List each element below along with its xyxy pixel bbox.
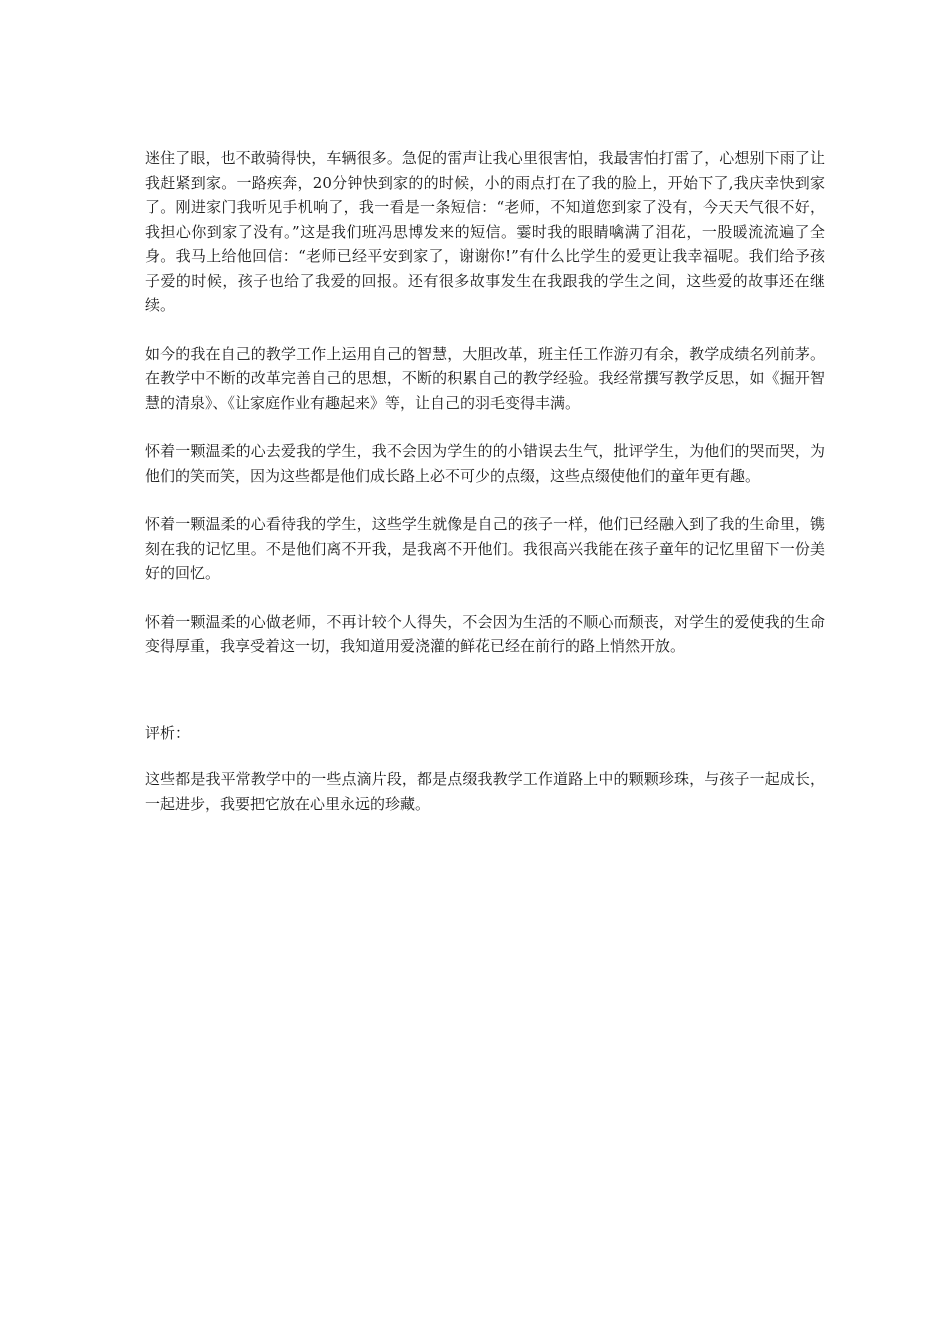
- paragraph-love-students: 怀着一颗温柔的心去爱我的学生，我不会因为学生的的小错误去生气，批评学生，为他们的哭而哭，为他们的笑而笑，因为这些都是他们成长路上必不可少的点缀，这些点缀使他们的童年更有趣。: [145, 442, 825, 485]
- paragraph-be-teacher: 怀着一颗温柔的心做老师，不再计较个人得失，不会因为生活的不顺心而颓丧，对学生的爱使我的生命变得厚重，我享受着这一切，我知道用爱浇灌的鲜花已经在前行的路上悄然开放。: [145, 612, 825, 655]
- analysis-text: 这些都是我平常教学中的一些点滴片段，都是点缀我教学工作道路上中的颗颗珍珠，与孩子一起成长，一起进步，我要把它放在心里永远的珍藏。: [145, 770, 825, 813]
- document-body: [145, 146, 825, 840]
- paragraph-story: 迷住了眼，也不敢骑得快，车辆很多。急促的雷声让我心里很害怕，我最害怕打雷了，心想别下雨了让我赶紧到家。一路疾奔，20分钟快到家的的时候，小的雨点打在了我的脸上，开始下了,我庆幸快到家了。刚进家门我听见手机响了，我一看是一条短信：“老师，不知道您到家了没有，今天天气很不好，我担心你到家了没有。”这是我们班冯思博发来的短信。霎时我的眼睛噙满了泪花，一股暖流流遍了全身。我马上给他回信：“老师已经平安到家了，谢谢你!”有什么比学生的爱更让我幸福呢。我们给予孩子爱的时候，孩子也给了我爱的回报。还有很多故事发生在我跟我的学生之间，这些爱的故事还在继续。: [145, 149, 825, 314]
- paragraph-teaching: 如今的我在自己的教学工作上运用自己的智慧，大胆改革，班主任工作游刃有余，教学成绩名列前茅。在教学中不断的改革完善自己的思想，不断的积累自己的教学经验。我经常撰写教学反思，如《掘开智慧的清泉》、《让家庭作业有趣起来》等，让自己的羽毛变得丰满。: [145, 344, 825, 412]
- analysis-label: 评析：: [145, 723, 191, 742]
- paragraph-treat-students: 怀着一颗温柔的心看待我的学生，这些学生就像是自己的孩子一样，他们已经融入到了我的生命里，镌刻在我的记忆里。不是他们离不开我，是我离不开他们。我很高兴我能在孩子童年的记忆里留下一份美好的回忆。: [145, 515, 825, 582]
